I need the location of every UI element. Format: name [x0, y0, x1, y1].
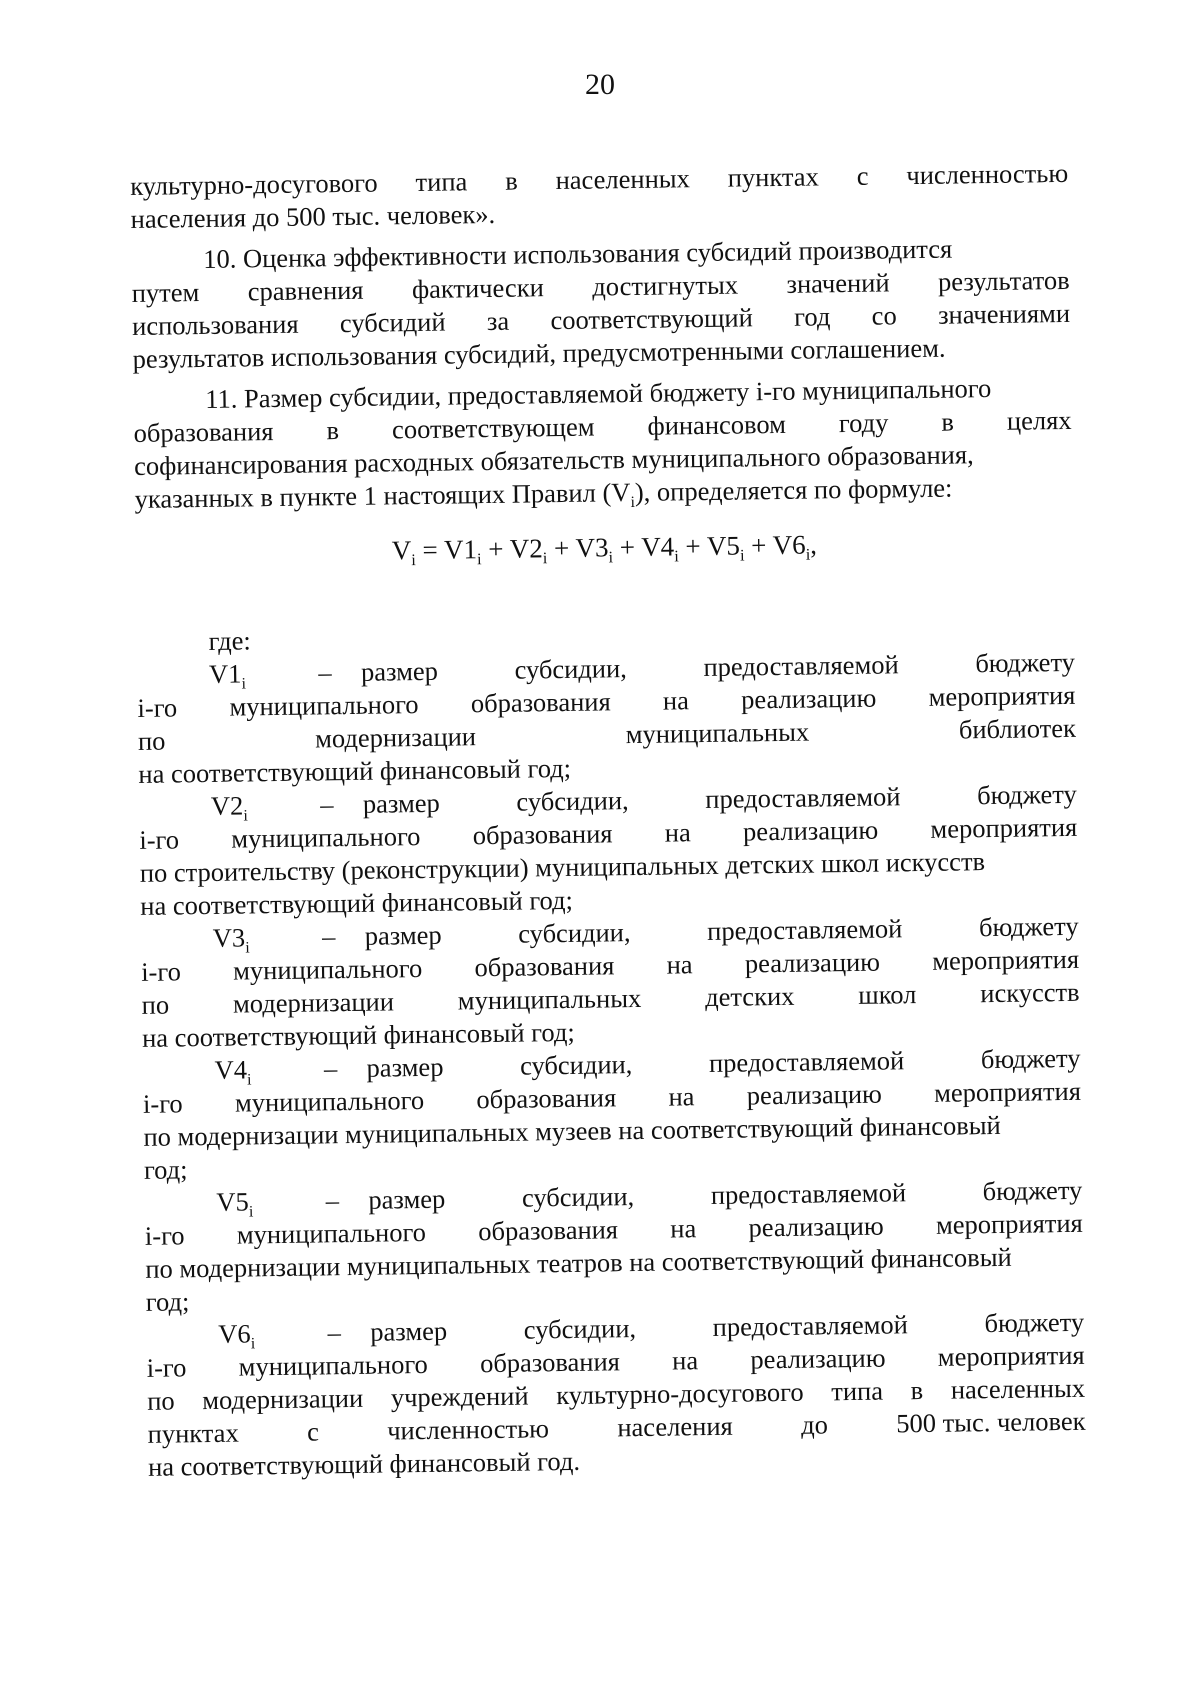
word: предоставляемой: [706, 913, 903, 947]
word: мероприятия: [937, 1339, 1085, 1372]
word: населенных: [950, 1372, 1086, 1405]
word: пунктах: [727, 161, 819, 193]
word: мероприятия: [933, 1075, 1082, 1108]
word: субсидии,: [518, 917, 631, 949]
word: образования: [474, 950, 615, 983]
word: результатов: [937, 264, 1070, 297]
word: с: [306, 1416, 320, 1447]
word: целях: [1006, 404, 1072, 436]
word: мероприятия: [928, 679, 1076, 712]
dash: –: [321, 921, 336, 952]
symbol-text: V3: [212, 922, 246, 953]
word: сравнения: [247, 274, 364, 307]
word: численностью: [906, 157, 1069, 191]
word: пунктах: [147, 1417, 239, 1449]
symbol-text: V6: [218, 1318, 251, 1349]
word: предоставляемой: [710, 1177, 907, 1210]
word: населения: [617, 1410, 733, 1443]
word: муниципального: [229, 689, 419, 722]
word: муниципального: [234, 1084, 425, 1118]
word: типа: [831, 1375, 884, 1407]
word: до: [800, 1409, 829, 1440]
word: субсидий: [339, 306, 446, 339]
word: размер: [364, 919, 442, 951]
symbol-text: V2: [210, 790, 244, 821]
word: в: [326, 415, 340, 446]
definition-symbol: $V2_i$: [210, 790, 248, 825]
word: реализацию: [746, 1078, 883, 1111]
word: реализацию: [750, 1342, 886, 1375]
definition-symbol: $V1_i$: [208, 658, 247, 693]
word: i-го: [137, 692, 178, 723]
word: предоставляемой: [705, 781, 901, 815]
word: на: [662, 685, 690, 716]
word: значений: [786, 267, 890, 299]
text-fragment: на соответствующий финансовый год;: [141, 1016, 575, 1053]
text-fragment: 10. Оценка эффективности использования субсидий производится: [203, 233, 953, 274]
word: на: [668, 1081, 695, 1112]
word: модернизации: [232, 986, 395, 1019]
word: населенных: [555, 163, 691, 196]
word: соответствующем: [391, 411, 595, 445]
symbol-text: V4: [214, 1054, 248, 1085]
dash: –: [318, 657, 332, 688]
word: муниципального: [231, 821, 421, 854]
word: мероприятия: [935, 1207, 1083, 1240]
word: субсидии,: [514, 653, 627, 685]
word: бюджету: [982, 1174, 1083, 1207]
word: в: [941, 406, 955, 437]
word: значениями: [937, 297, 1071, 330]
word: реализацию: [744, 946, 881, 979]
word: по: [146, 1385, 175, 1416]
word: муниципальных: [625, 716, 810, 750]
word: модернизации: [202, 1382, 364, 1416]
word: размер: [360, 655, 439, 687]
symbol-text: V1: [208, 658, 242, 689]
word: соответствующий: [550, 302, 753, 336]
word: библиотек: [958, 712, 1077, 745]
word: размер: [370, 1315, 448, 1347]
word: с: [856, 160, 869, 191]
word: субсидии,: [516, 785, 629, 817]
word: образования: [476, 1082, 617, 1115]
word: модернизации: [314, 721, 477, 754]
symbol-text: V5: [216, 1186, 250, 1217]
word: образования: [479, 1346, 621, 1379]
word: по: [141, 989, 170, 1020]
word: по модернизации муниципальных музеев на соответствующий финансовый: [143, 1109, 1001, 1152]
word: i-го: [142, 1088, 183, 1119]
word: муниципальных: [457, 982, 642, 1016]
word: культурно-досугового: [555, 1376, 804, 1411]
word: муниципального: [238, 1348, 428, 1382]
word: на: [671, 1345, 699, 1376]
word: размер: [366, 1051, 444, 1083]
word: предоставляемой: [712, 1309, 909, 1342]
text-fragment: 11. Размер субсидии, предоставляемой бюджету i-го муниципального: [204, 372, 992, 414]
word: мероприятия: [932, 943, 1080, 976]
dash: –: [320, 789, 334, 820]
dash: –: [323, 1053, 338, 1084]
text-fragment: населения до 500 тыс. человек».: [130, 198, 496, 234]
text-fragment: на соответствующий финансовый год.: [147, 1445, 581, 1482]
word: по: [137, 725, 166, 756]
document-body: [130, 157, 1086, 1484]
word: бюджету: [975, 646, 1076, 679]
word: 500 тыс. человек: [895, 1405, 1086, 1439]
word: i-го: [146, 1352, 187, 1383]
word: детских: [704, 980, 795, 1013]
word: достигнутых: [592, 269, 739, 302]
word: образования: [478, 1214, 619, 1247]
formula: $V_i = V1_i + V2_i + V3_i + V4_i + V5_i + V6_i$,: [391, 529, 818, 570]
word: на: [670, 1213, 697, 1244]
word: бюджету: [984, 1306, 1085, 1339]
definitions-list: [137, 646, 1086, 1484]
dash: –: [325, 1185, 340, 1216]
text-fragment: на соответствующий финансовый год;: [138, 752, 572, 789]
text-fragment: год;: [143, 1154, 188, 1185]
word: бюджету: [978, 910, 1079, 943]
word: фактически: [411, 272, 544, 305]
definition-symbol: $V4_i$: [214, 1054, 252, 1089]
text-fragment: результатов использования субсидий, предусмотренными соглашением.: [132, 332, 946, 374]
word: году: [838, 407, 889, 439]
word: предоставляемой: [708, 1045, 905, 1079]
word: субсидии,: [521, 1181, 635, 1213]
word: учреждений: [390, 1380, 529, 1413]
word: реализацию: [740, 682, 877, 715]
word: типа: [415, 166, 468, 198]
definition-symbol: $V5_i$: [216, 1186, 254, 1221]
page-number: 20: [585, 68, 615, 101]
word: на: [664, 817, 691, 848]
word: бюджету: [976, 778, 1077, 811]
word: школ: [858, 979, 917, 1010]
word: по строительству (реконструкции) муниципальных детских школ искусств: [139, 846, 986, 888]
word: за: [486, 305, 510, 337]
word: год: [793, 301, 831, 332]
where-label: где:: [208, 625, 251, 656]
word: i-го: [139, 824, 180, 855]
text-fragment: на соответствующий финансовый год;: [140, 884, 574, 921]
word: культурно-досугового: [130, 167, 378, 201]
word: путем: [131, 277, 200, 308]
text-fragment: указанных в пункте 1 настоящих Правил $(V_i)$, определяется по формуле:: [134, 472, 953, 514]
word: i-го: [140, 956, 182, 987]
word: со: [871, 300, 897, 331]
word: образования: [133, 416, 274, 448]
word: искусств: [980, 976, 1080, 1009]
word: муниципального: [232, 952, 423, 986]
text-fragment: год;: [145, 1286, 190, 1317]
definition-symbol: $V3_i$: [212, 922, 250, 957]
word: численностью: [387, 1413, 550, 1446]
word: субсидии,: [523, 1313, 637, 1345]
word: использования: [131, 308, 299, 341]
word: субсидии,: [519, 1049, 633, 1081]
word: размер: [362, 787, 440, 819]
text-fragment: софинансирования расходных обязательств муниципального образования,: [133, 439, 974, 481]
word: реализацию: [742, 814, 879, 847]
word: на: [666, 949, 693, 980]
word: i-го: [144, 1220, 185, 1251]
word: муниципального: [236, 1216, 427, 1250]
word: реализацию: [748, 1210, 884, 1243]
dash: –: [327, 1317, 342, 1348]
word: бюджету: [980, 1042, 1081, 1075]
word: образования: [470, 686, 611, 719]
word: размер: [368, 1183, 446, 1215]
word: по модернизации муниципальных театров на соответствующий финансовый: [145, 1241, 1012, 1284]
definition-symbol: $V6_i$: [218, 1318, 256, 1353]
word: финансовом: [647, 408, 787, 441]
word: в: [910, 1375, 924, 1406]
word: в: [504, 165, 518, 196]
word: образования: [472, 818, 613, 851]
word: предоставляемой: [703, 649, 899, 683]
word: мероприятия: [930, 811, 1078, 844]
